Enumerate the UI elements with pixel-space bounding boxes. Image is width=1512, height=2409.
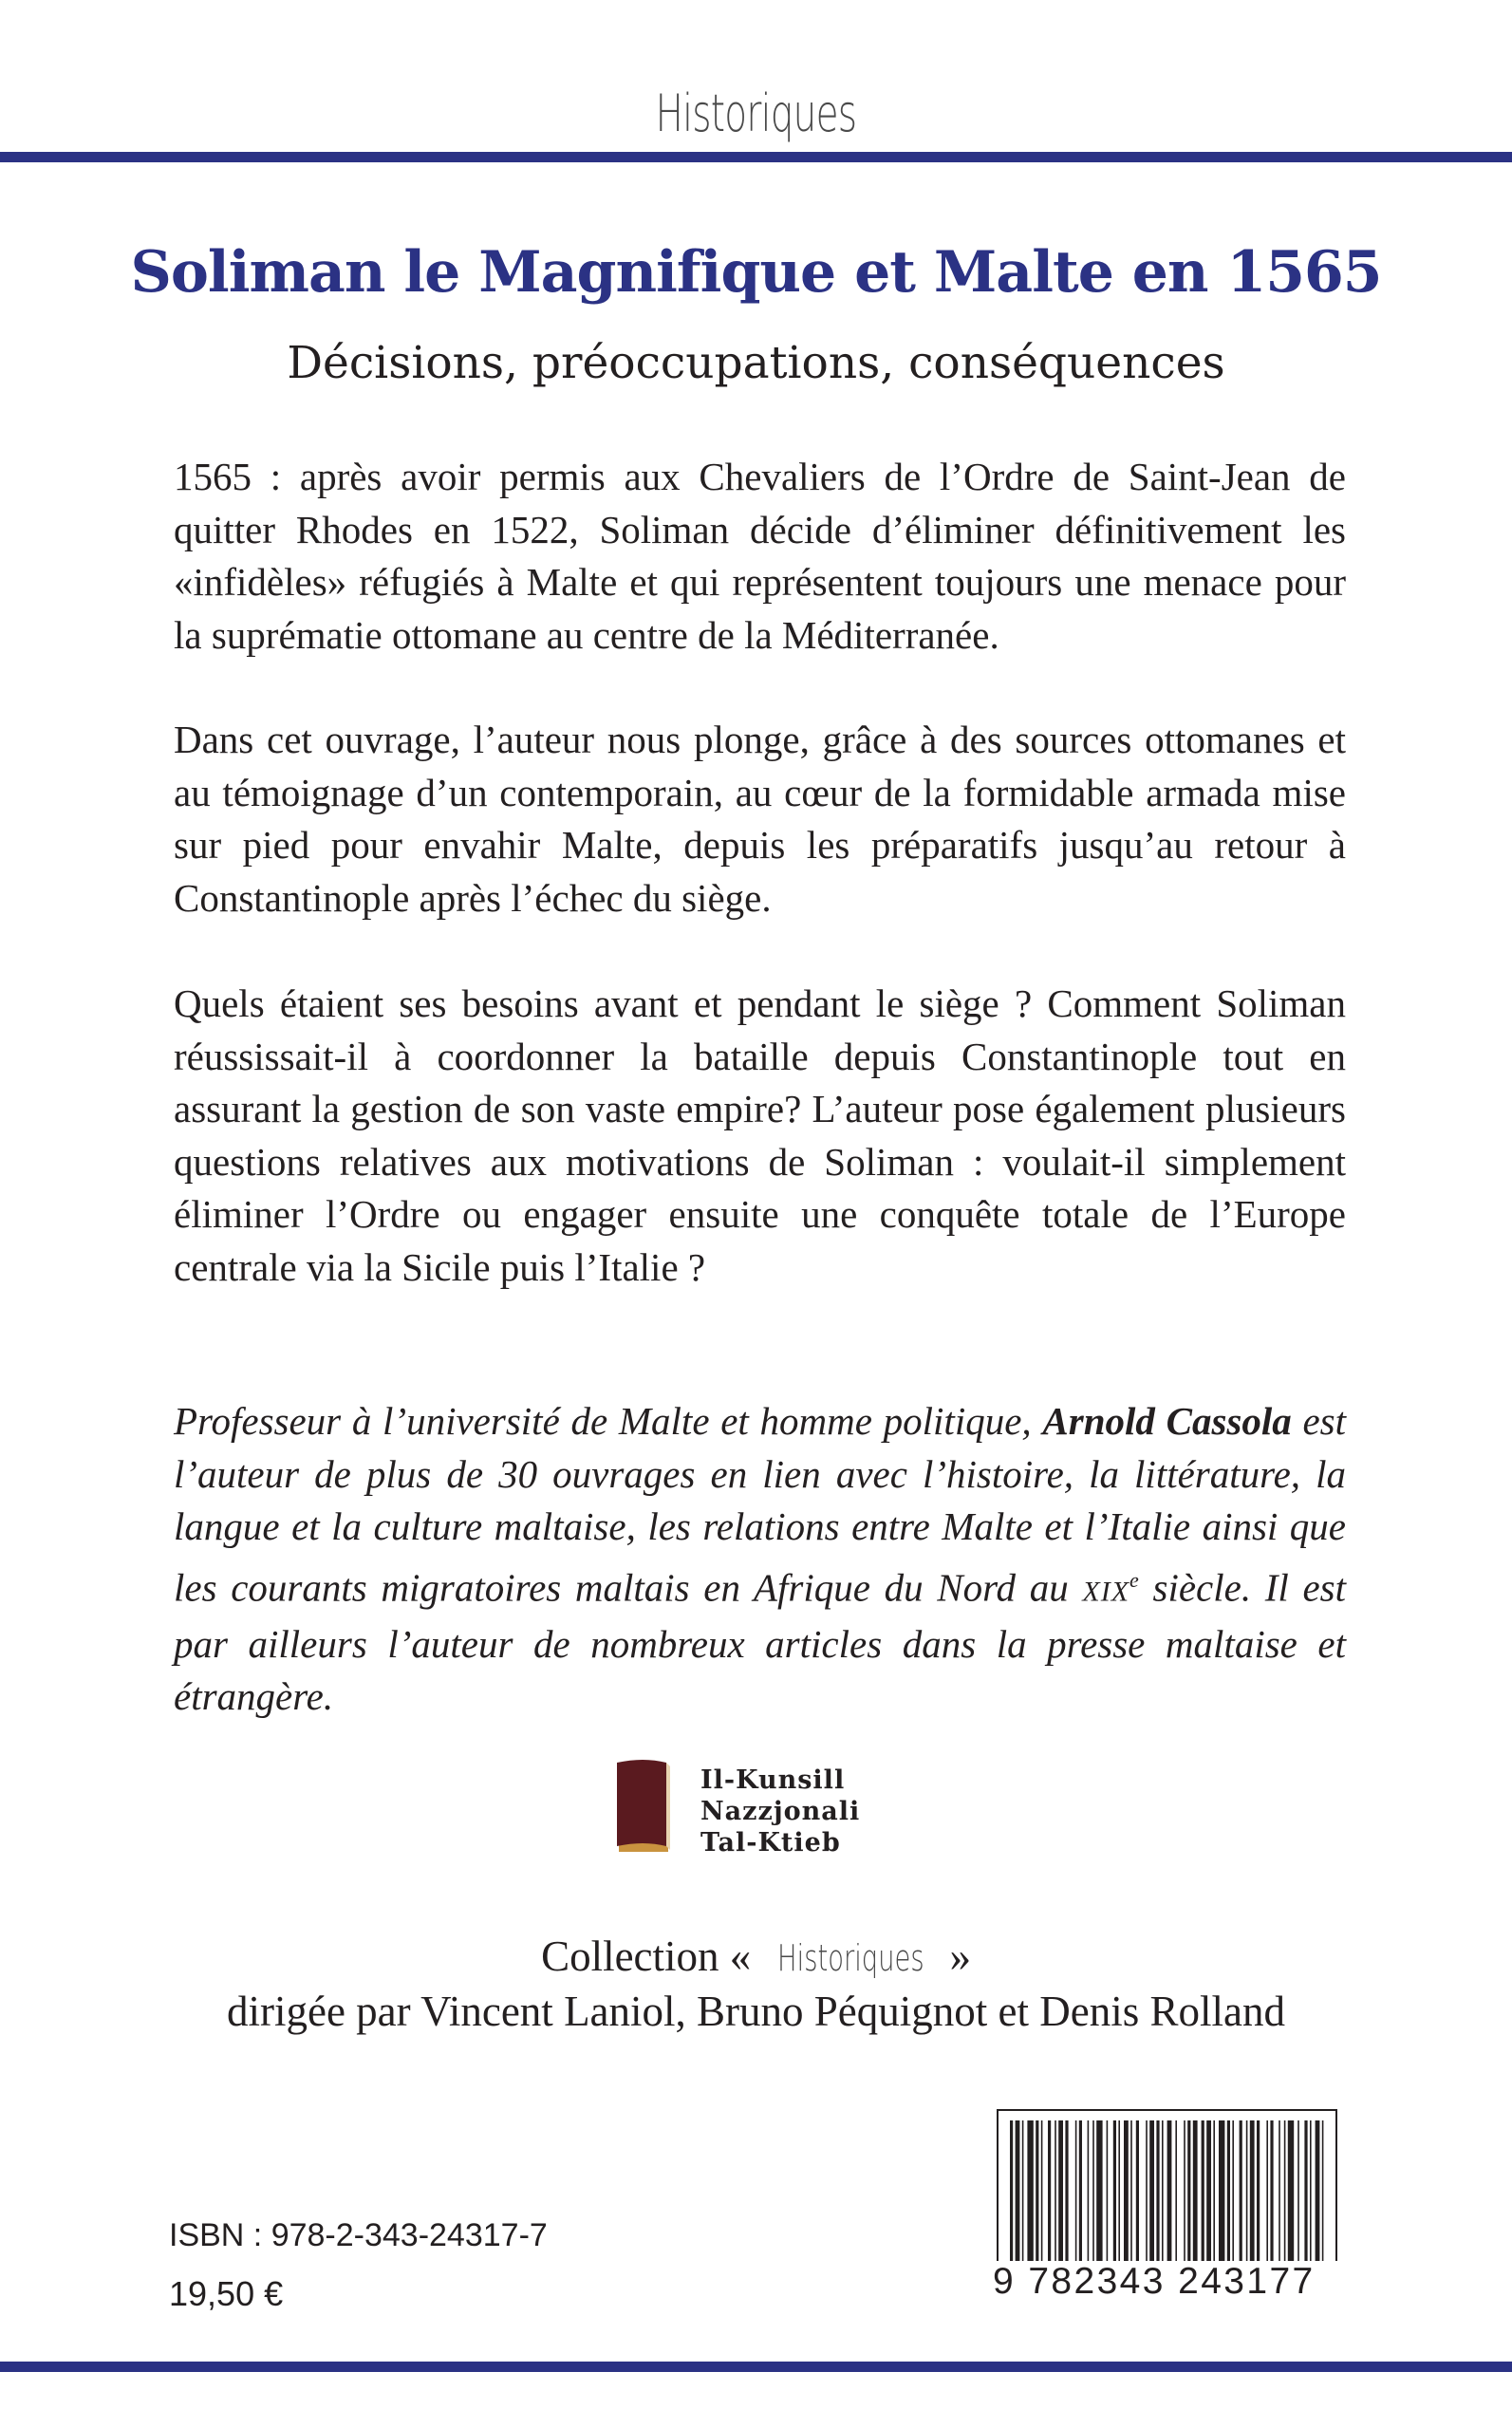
blurb-paragraph-1: 1565 : après avoir permis aux Chevaliers de l’Ordre de Saint-Jean de quitter Rhodes en 1522, Soliman décide d’éliminer définitivement les «infidèles» réfugiés à Malte et qui représentent toujours une menace pour la suprématie ottomane au centre de la Méditerranée. xyxy=(174,455,1346,657)
century-numeral: XIX xyxy=(1082,1576,1130,1608)
barcode-bar xyxy=(1232,2120,1234,2263)
barcode-bar xyxy=(1075,2120,1077,2263)
price: 19,50 € xyxy=(169,2274,284,2313)
series-header: Historiques xyxy=(655,84,857,143)
barcode-bar xyxy=(1284,2120,1286,2263)
barcode-bar xyxy=(1010,2120,1013,2263)
barcode-bar xyxy=(1079,2120,1082,2263)
collection-prefix: Collection « xyxy=(541,1933,752,1980)
barcode-bar xyxy=(1065,2120,1068,2263)
author-bio-suffix: siècle. Il est par ailleurs l’auteur de nombreux articles dans la presse maltaise et étrangère. xyxy=(174,1565,1347,1719)
century-superscript: e xyxy=(1129,1567,1139,1592)
barcode-bar xyxy=(1149,2120,1154,2263)
barcode-bar xyxy=(1187,2120,1190,2263)
author-bio-prefix: Professeur à l’université de Malte et homme politique, xyxy=(174,1399,1043,1443)
barcode-bar xyxy=(1118,2120,1120,2263)
barcode-bar xyxy=(1130,2120,1132,2263)
barcode-bar xyxy=(1310,2120,1312,2263)
barcode-bar xyxy=(1048,2120,1051,2263)
barcode-bar xyxy=(1206,2120,1211,2263)
barcode-bar xyxy=(1279,2120,1280,2263)
barcode-bar xyxy=(1227,2120,1230,2263)
barcode-bar xyxy=(1270,2120,1273,2263)
sponsor-line-3: Tal-Ktieb xyxy=(700,1828,841,1858)
barcode-bar xyxy=(1058,2120,1063,2263)
author-bio-middle: est l’auteur de plus de 30 ouvrages en lien avec l’histoire, la littérature, la langue et la culture maltaise, les relations entre Malte et l’Italie ainsi que les courants migratoires maltais en Afrique du Nord au xyxy=(174,1399,1347,1610)
collection-suffix: » xyxy=(949,1933,971,1980)
barcode-bar xyxy=(1184,2120,1185,2263)
barcode-bar xyxy=(1193,2120,1198,2263)
barcode-bar xyxy=(1096,2120,1102,2263)
barcode-bar xyxy=(1107,2120,1109,2263)
collection-name: Historiques xyxy=(776,1937,924,1979)
barcode-digits: 9 782343 243177 xyxy=(993,2261,1340,2303)
barcode-bar xyxy=(1257,2120,1260,2263)
barcode-bar xyxy=(1240,2120,1242,2263)
barcode-bar xyxy=(1266,2120,1268,2263)
blurb-paragraph-2: Dans cet ouvrage, l’auteur nous plonge, grâce à des sources ottomanes et au témoignage d’un contemporain, au cœur de la formidable armada mise sur pied pour envahir Malte, depuis les préparatifs jusqu’au retour à Constantinople après l’échec du siège. xyxy=(174,718,1346,920)
blurb-paragraph-3: Quels étaient ses besoins avant et pendant le siège ? Comment Soliman réussissait-il à coordonner la bataille depuis Constantinople tout en assurant la gestion de son vaste empire? L’auteur pose également plusieurs questions relatives aux motivations de Soliman : voulait-il simplement éliminer l’Ordre ou engager ensuite une conquête totale de l’Europe centrale via la Sicile puis l’Italie ? xyxy=(174,981,1346,1289)
book-title: Soliman le Magnifique et Malte en 1565 xyxy=(130,239,1382,306)
top-rule xyxy=(0,152,1512,162)
barcode-bar xyxy=(1041,2120,1043,2263)
barcode-bar xyxy=(1250,2120,1255,2263)
bottom-rule xyxy=(0,2362,1512,2372)
sponsor-line-1: Il-Kunsill xyxy=(700,1765,846,1795)
barcode-bar xyxy=(1246,2120,1248,2263)
barcode-bar xyxy=(1016,2120,1020,2263)
author-name: Arnold Cassola xyxy=(1042,1399,1292,1443)
barcode-bar xyxy=(1162,2120,1164,2263)
barcode-bar xyxy=(1288,2120,1294,2263)
barcode-bar xyxy=(1202,2120,1204,2263)
barcode-bar xyxy=(1113,2120,1116,2263)
collection-directors: dirigée par Vincent Laniol, Bruno Péquignot et Denis Rolland xyxy=(226,1988,1285,2035)
collection-line xyxy=(0,1932,1512,1981)
sponsor-logo xyxy=(615,1759,909,1858)
barcode-bar xyxy=(1055,2120,1056,2263)
barcode-bar xyxy=(1036,2120,1038,2263)
barcode-bar xyxy=(1322,2120,1324,2263)
barcode-bar xyxy=(1213,2120,1215,2263)
barcode-bar xyxy=(1167,2120,1172,2263)
barcode-bar xyxy=(1092,2120,1094,2263)
barcode-bar xyxy=(1146,2120,1148,2263)
author-bio xyxy=(174,1395,1346,1724)
barcode-bar xyxy=(1027,2120,1033,2263)
barcode-bar xyxy=(1316,2120,1320,2263)
sponsor-line-2: Nazzjonali xyxy=(700,1797,861,1826)
barcode-bar xyxy=(1088,2120,1090,2263)
barcode-bar xyxy=(1175,2120,1177,2263)
barcode-bar xyxy=(1219,2120,1224,2263)
isbn: ISBN : 978-2-343-24317-7 xyxy=(169,2217,548,2253)
barcode-bar xyxy=(1297,2120,1299,2263)
book-logo-icon xyxy=(615,1759,672,1854)
barcode-bar xyxy=(1136,2120,1139,2263)
barcode-bar xyxy=(1022,2120,1024,2263)
barcode-bar xyxy=(1124,2120,1129,2263)
barcode-bar xyxy=(1156,2120,1159,2263)
barcode-bar xyxy=(1304,2120,1307,2263)
book-subtitle: Décisions, préoccupations, conséquences xyxy=(287,337,1225,389)
